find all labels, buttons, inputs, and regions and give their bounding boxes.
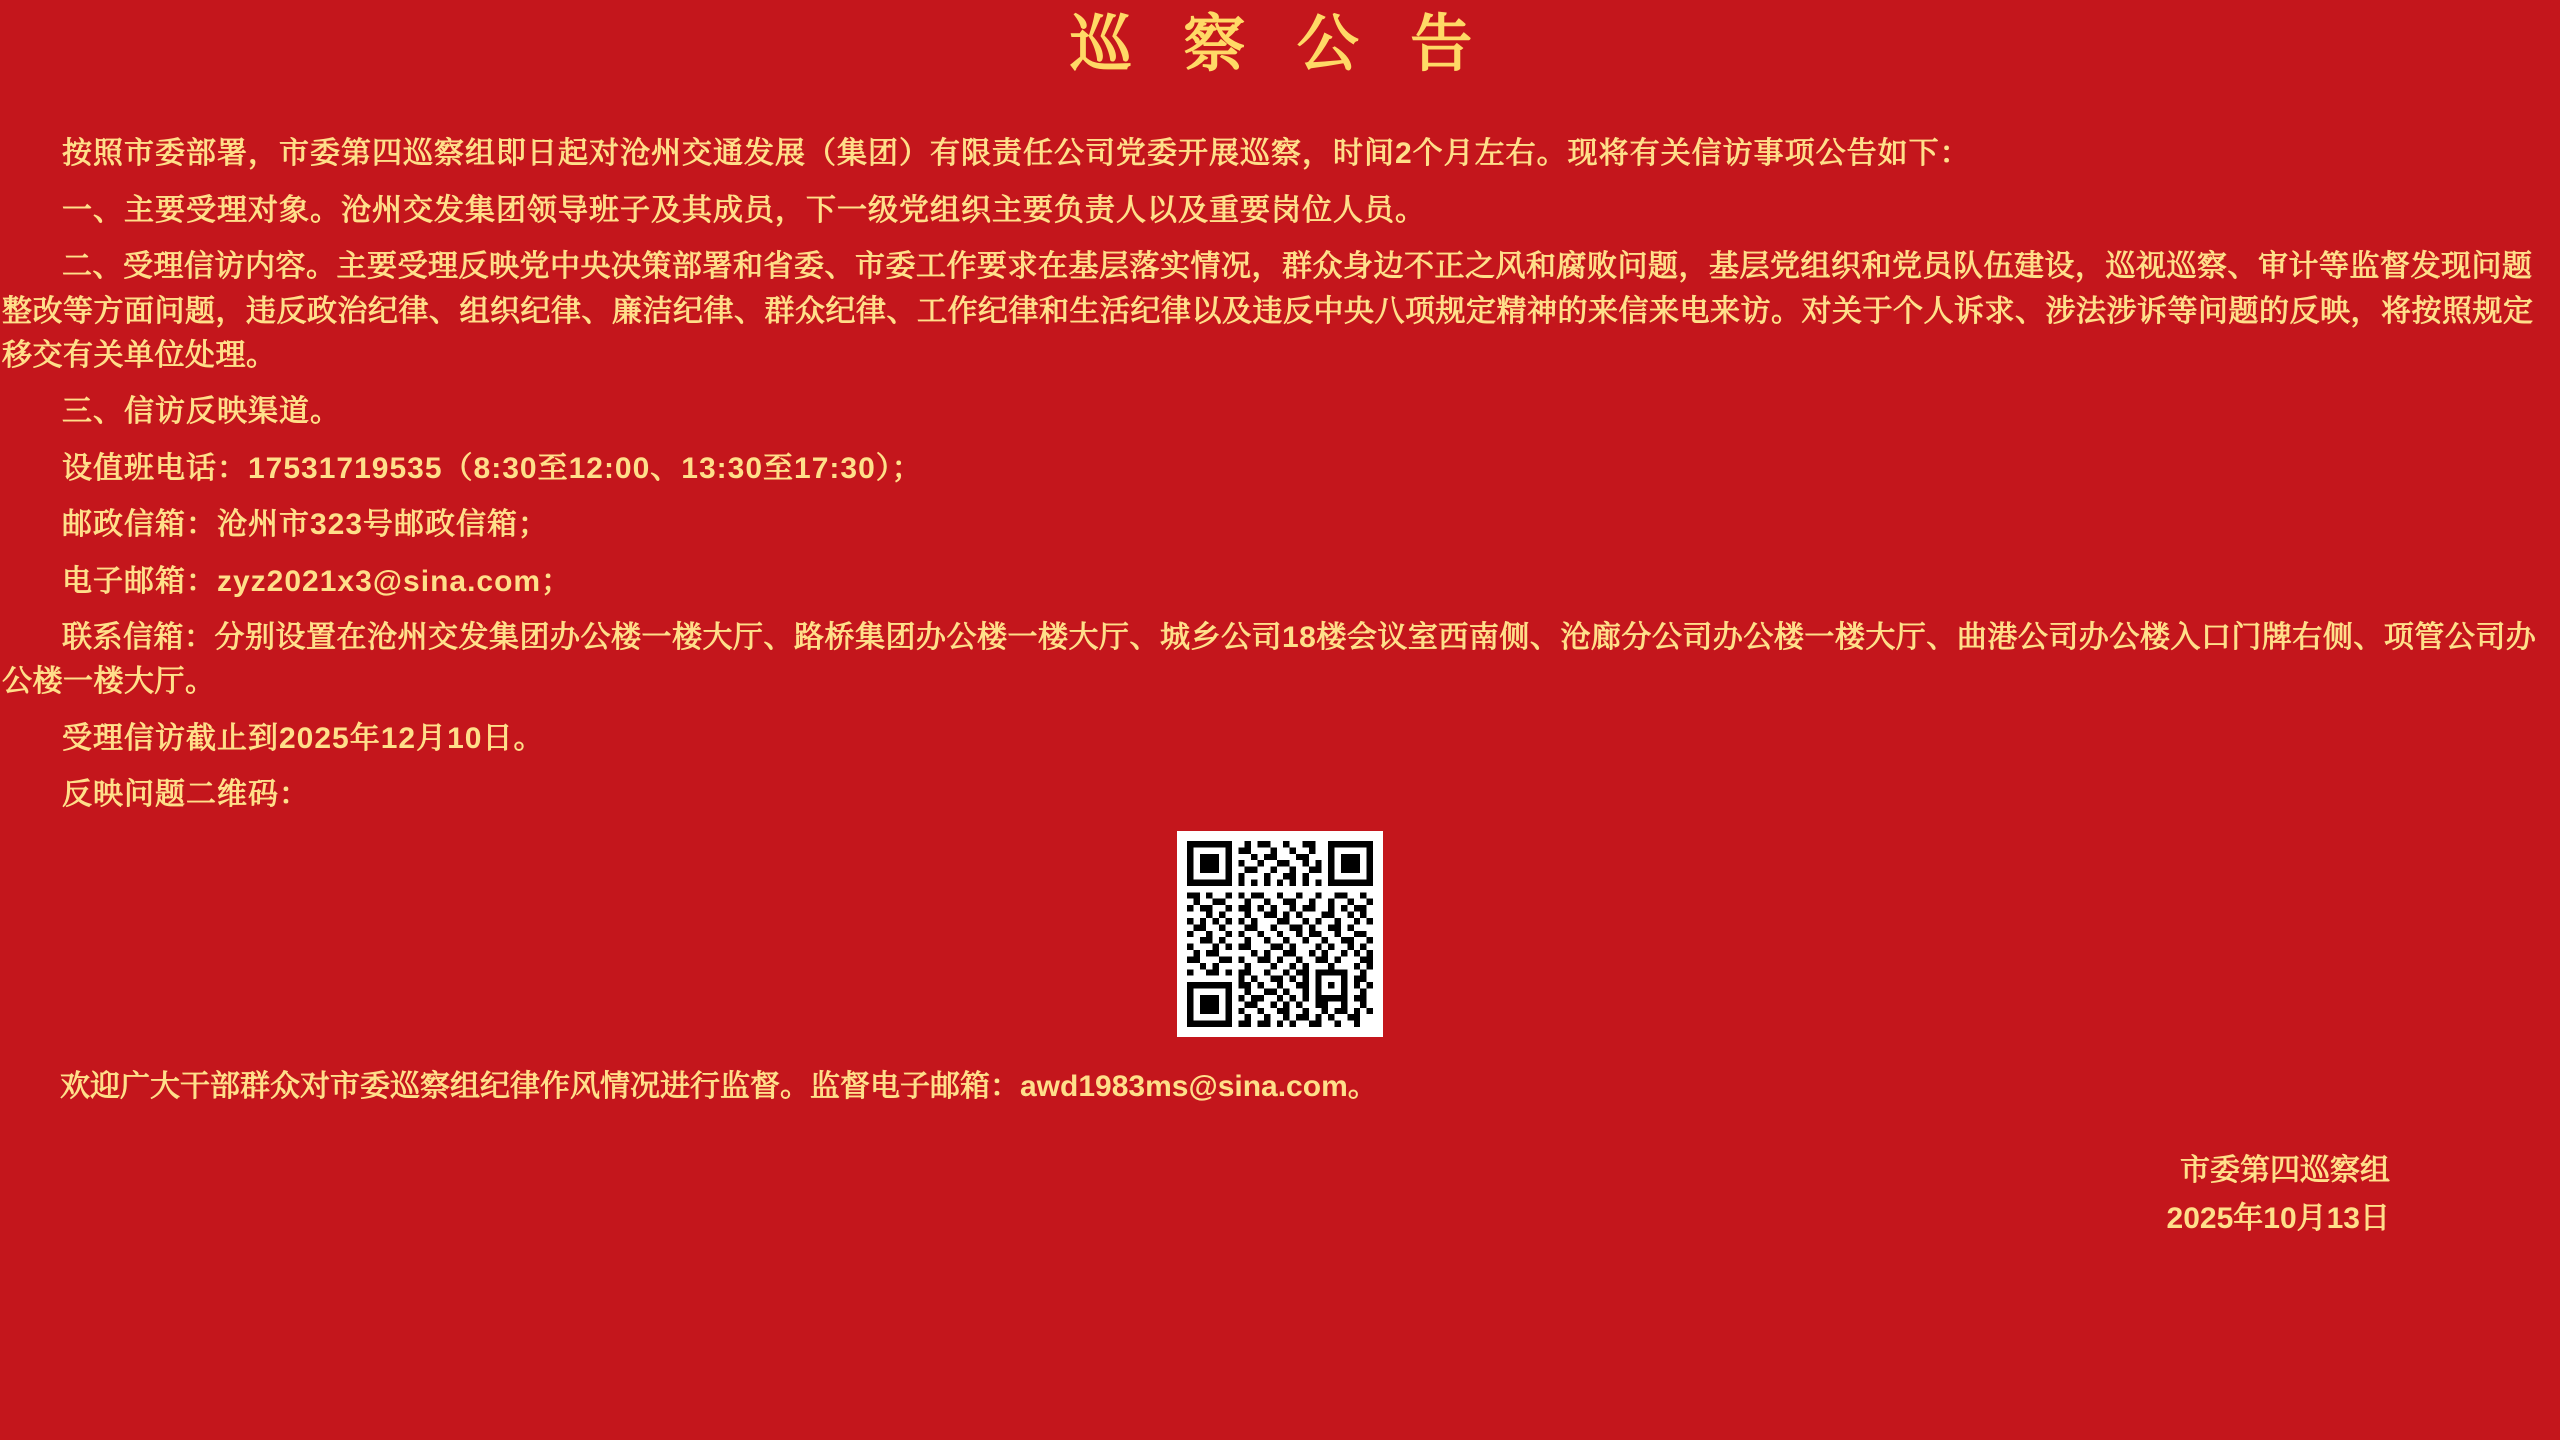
paragraph-postal-box: 邮政信箱：沧州市323号邮政信箱； xyxy=(62,508,550,542)
paragraph-qr-label: 反映问题二维码： xyxy=(62,778,310,812)
paragraph-hotline: 设值班电话：17531719535（8:30至12:00、13:30至17:30）； xyxy=(62,451,923,485)
paragraph-section-3: 三、信访反映渠道。 xyxy=(62,395,341,429)
qr-code-container xyxy=(0,831,2560,1037)
page-title: 巡 察 公 告 xyxy=(1069,11,1491,79)
signature-block xyxy=(0,1147,2560,1243)
qr-code xyxy=(1177,831,1383,1037)
signature-date: 2025年10月13日 xyxy=(2166,1202,2390,1236)
paragraph-section-1: 一、主要受理对象。沧州交发集团领导班子及其成员，下一级党组织主要负责人以及重要岗位人员。 xyxy=(62,193,1426,227)
paragraph-intro: 按照市委部署，市委第四巡察组即日起对沧州交通发展（集团）有限责任公司党委开展巡察，时间2个月左右。现将有关信访事项公告如下： xyxy=(62,137,1971,171)
announcement-body xyxy=(0,132,2560,817)
paragraph-mailboxes: 联系信箱：分别设置在沧州交发集团办公楼一楼大厅、路桥集团办公楼一楼大厅、城乡公司18楼会议室西南侧、沧廊分公司办公楼一楼大厅、曲港公司办公楼入口门牌右侧、项管公司办公楼一楼大厅。 xyxy=(2,620,2537,699)
paragraph-deadline: 受理信访截止到2025年12月10日。 xyxy=(62,721,545,755)
signature-organization: 市委第四巡察组 xyxy=(2180,1154,2390,1188)
paragraph-section-2: 二、受理信访内容。主要受理反映党中央决策部署和省委、市委工作要求在基层落实情况，群众身边不正之风和腐败问题，基层党组织和党员队伍建设，巡视巡察、审计等监督发现问题整改等方面问题，违反政治纪律、组织纪律、廉洁纪律、群众纪律、工作纪律和生活纪律以及违反中央八项规定精神的来信来电来访。对关于个人诉求、涉法涉诉等问题的反映，将按照规定移交有关单位处理。 xyxy=(2,250,2534,372)
qr-code-image xyxy=(1187,841,1373,1027)
supervision-note: 欢迎广大干部群众对市委巡察组纪律作风情况进行监督。监督电子邮箱：awd1983ms@sina.com。 xyxy=(60,1070,1378,1104)
paragraph-email: 电子邮箱：zyz2021x3@sina.com； xyxy=(62,564,573,598)
